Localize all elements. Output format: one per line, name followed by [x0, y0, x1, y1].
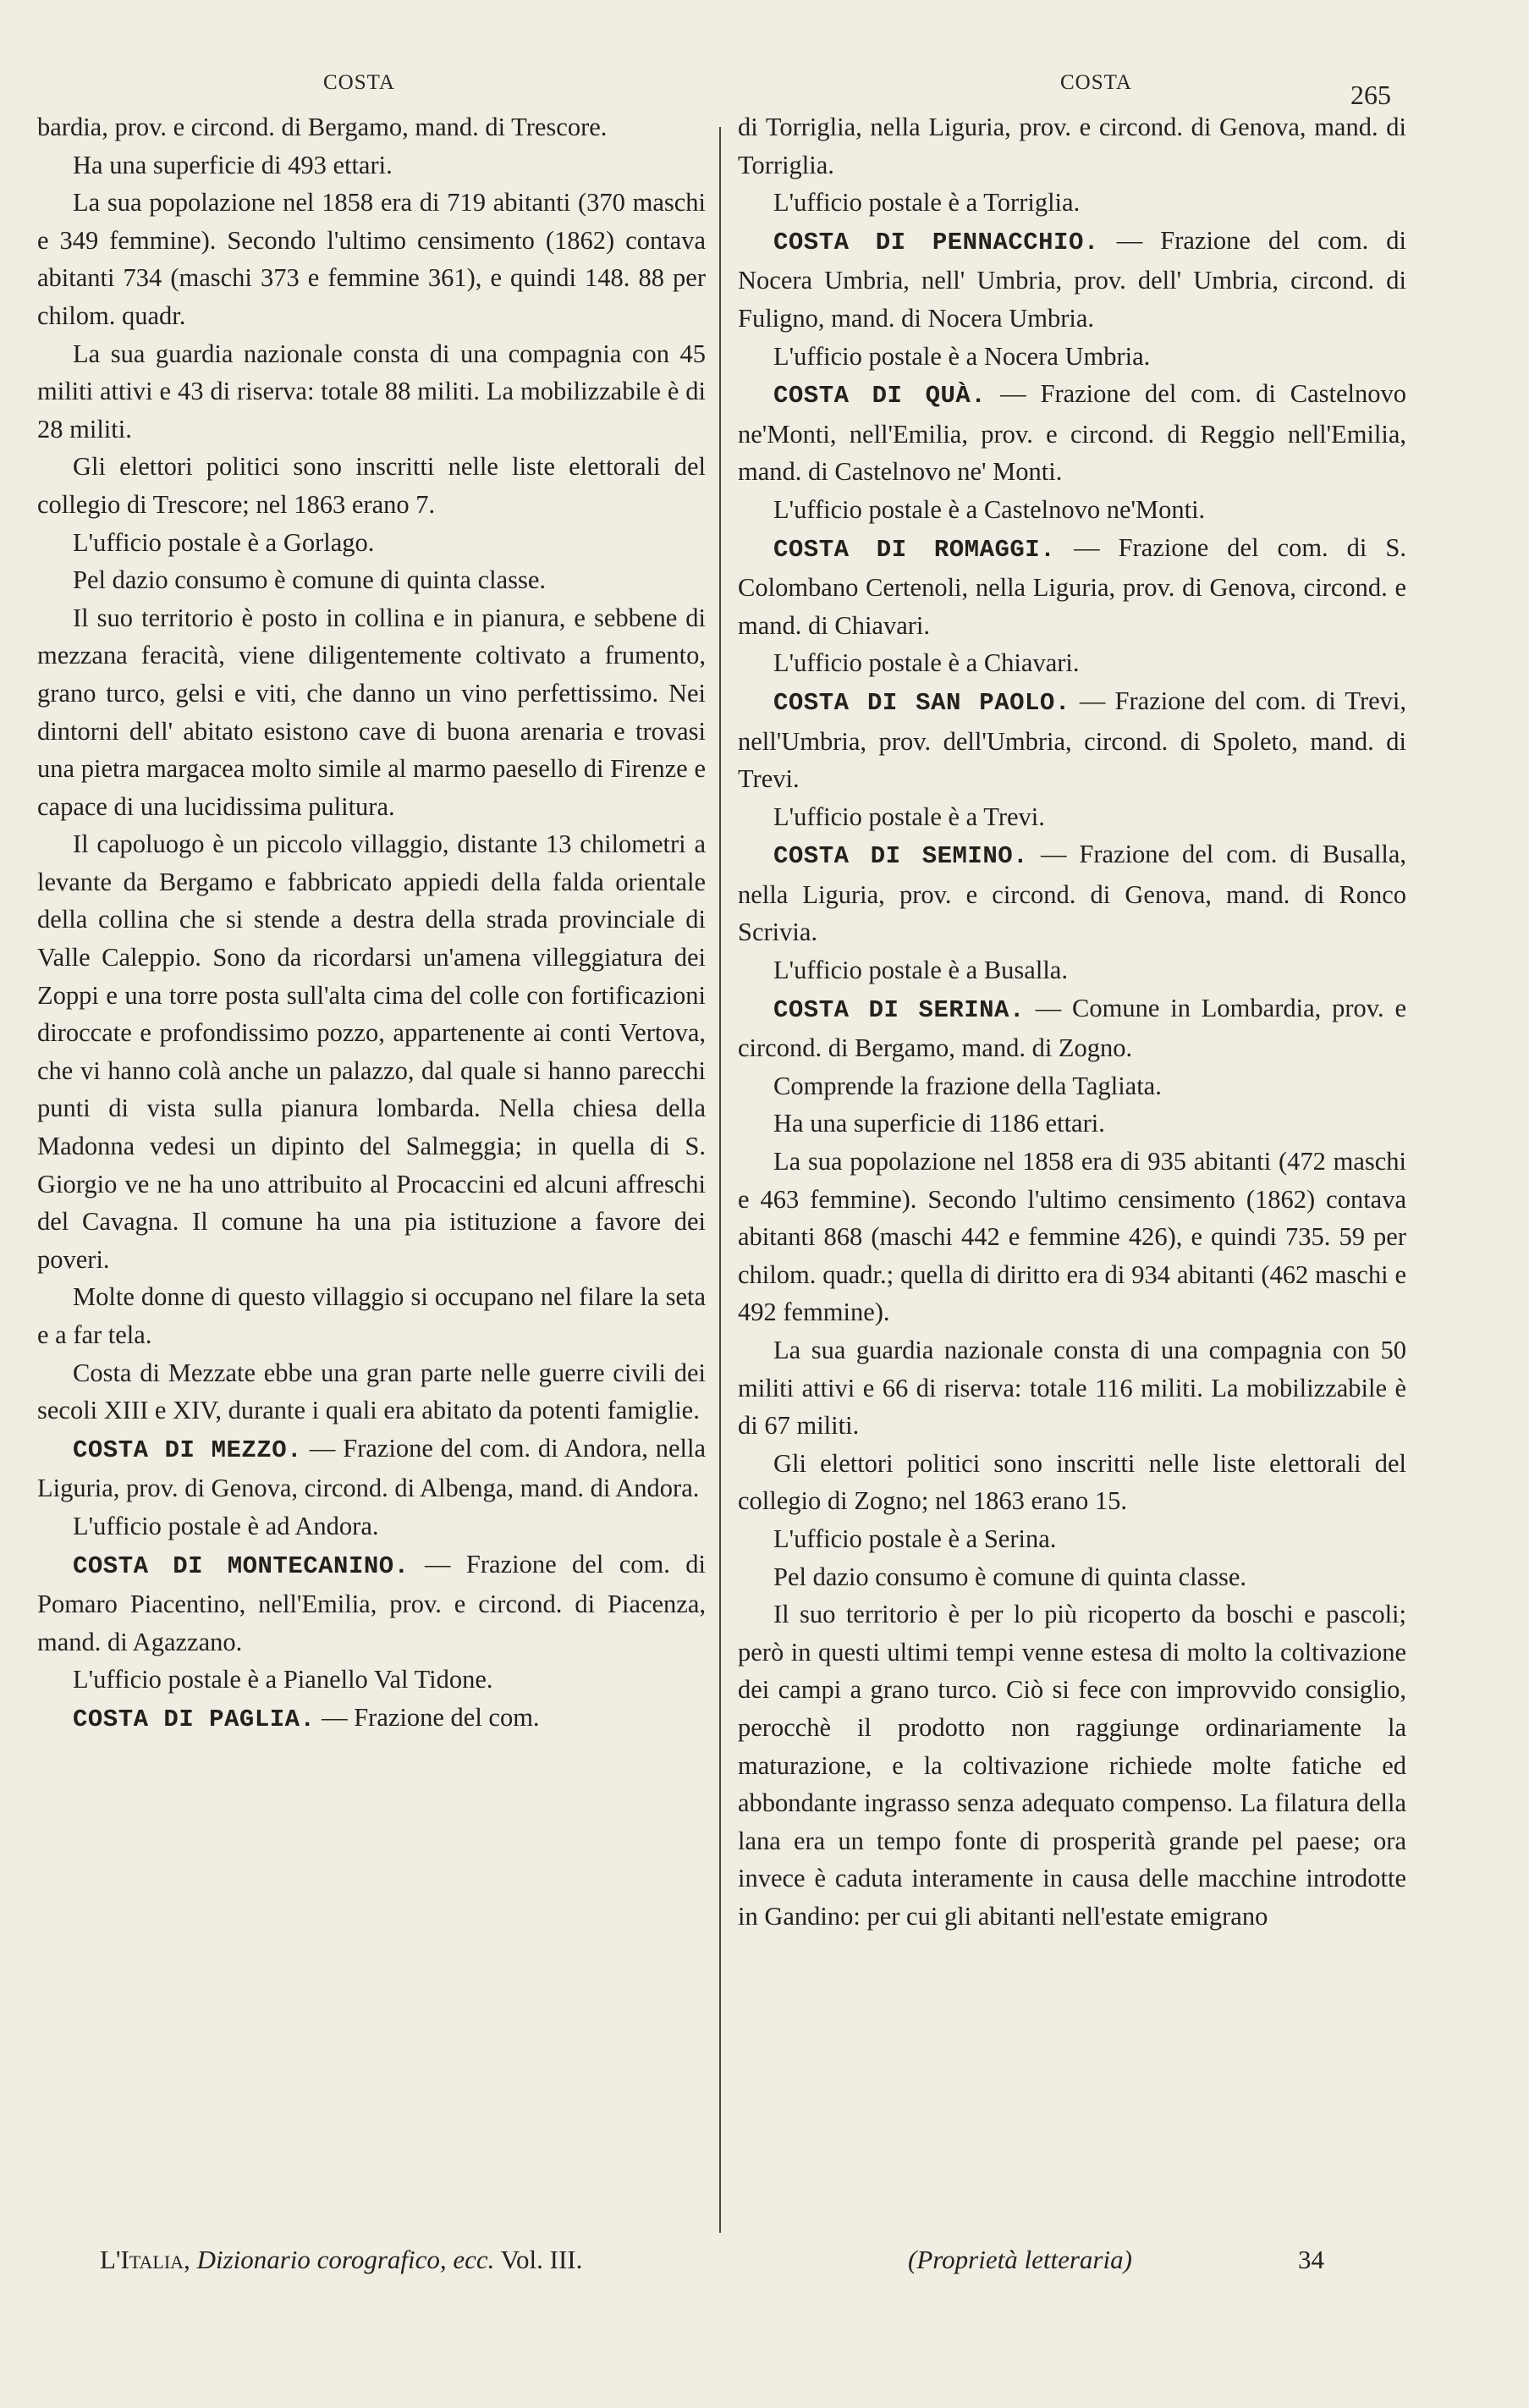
- paragraph-text: L'ufficio postale è a Busalla.: [773, 956, 1068, 985]
- right-text-column: [738, 108, 1406, 1936]
- paragraph-text: Gli elettori politici sono inscritti nelle liste elettorali del collegio di Zogno; nel 1863 erano 15.: [738, 1448, 1406, 1516]
- paragraph: [738, 1520, 1406, 1558]
- entry-headword: COSTA DI PAGLIA.: [73, 1705, 316, 1733]
- paragraph: [738, 1143, 1406, 1331]
- paragraph: [738, 798, 1406, 836]
- paragraph-text: L'ufficio postale è a Serina.: [773, 1524, 1057, 1553]
- entry-headword: COSTA DI SERINA.: [773, 995, 1025, 1024]
- paragraph-text: Costa di Mezzate ebbe una gran parte nelle guerre civili dei secoli XIII e XIV, durante i quali era abitato da potenti famiglie.: [37, 1358, 706, 1425]
- dictionary-entry: [37, 1430, 706, 1507]
- dictionary-entry: [738, 682, 1406, 798]
- paragraph-text: Il suo territorio è per lo più ricoperto da boschi e pascoli; però in questi ultimi tempi venne estesa di molto la coltivazione dei campi a grano turco. Ciò si fece con improvvido consiglio, perocchè il prodotto non raggiunge ordinariamente la maturazione, e la coltivazione richiede molte fatiche ed abbondante ingrasso senza adequato compenso. La filatura della lana era un tempo fonte di prosperità grande pel paese; ora invece è caduta interamente in causa delle macchine introdotte in Gandino: per cui gli abitanti nell'estate emigrano: [738, 1600, 1406, 1931]
- paragraph-text: Comprende la frazione della Tagliata.: [773, 1071, 1162, 1100]
- paragraph-text: — Frazione del com.: [322, 1702, 540, 1732]
- dictionary-entry: [738, 222, 1406, 338]
- paragraph-text: L'ufficio postale è a Nocera Umbria.: [773, 341, 1151, 371]
- paragraph-text: — Frazione del com. di Andora, nella Liguria, prov. di Genova, circond. di Albenga, mand. di Andora.: [37, 1433, 707, 1503]
- paragraph: [738, 644, 1406, 682]
- paragraph: [738, 1445, 1406, 1520]
- running-title-left: COSTA: [323, 71, 395, 94]
- paragraph-text: L'ufficio postale è ad Andora.: [73, 1511, 379, 1540]
- page-footer: [100, 2245, 1324, 2275]
- paragraph: [738, 1067, 1406, 1105]
- paragraph-text: La sua guardia nazionale consta di una compagnia con 50 militi attivi e 66 di riserva: totale 116 militi. La mobilizzabile è di 67 militi.: [738, 1336, 1406, 1441]
- paragraph: [738, 1331, 1406, 1445]
- running-title-right: COSTA: [1060, 71, 1132, 94]
- paragraph: [37, 1278, 706, 1353]
- paragraph: [37, 825, 706, 1278]
- footer-work-title: Dizionario corografico, ecc.: [196, 2245, 495, 2274]
- page-number: 265: [1350, 80, 1391, 110]
- paragraph-text: — Frazione del com. di Pomaro Piacentino, nell'Emilia, prov. e circond. di Piacenza, mand. di Agazzano.: [37, 1549, 706, 1656]
- dictionary-entry: [37, 1546, 706, 1661]
- dictionary-entry: [738, 989, 1406, 1067]
- paragraph: [37, 448, 706, 523]
- paragraph: [37, 146, 706, 185]
- entry-headword: COSTA DI MEZZO.: [73, 1435, 303, 1464]
- paragraph-text: La sua popolazione nel 1858 era di 719 abitanti (370 maschi e 349 femmine). Secondo l'ultimo censimento (1862) contava abitanti 734 (maschi 373 e femmine 361), e quindi 148. 88 per chilom. quadr.: [37, 188, 706, 330]
- footer-rights-note: (Proprietà letteraria): [908, 2245, 1132, 2274]
- paragraph-text: Molte donne di questo villaggio si occupano nel filare la seta e a far tela.: [37, 1282, 706, 1349]
- footer-work-prefix: L'Italia,: [100, 2245, 190, 2274]
- paragraph-text: — Frazione del com. di Busalla, nella Liguria, prov. e circond. di Genova, mand. di Ronco Scrivia.: [738, 840, 1407, 947]
- paragraph-text: Pel dazio consumo è comune di quinta classe.: [73, 565, 547, 595]
- dictionary-entry: [738, 835, 1406, 951]
- dictionary-entry: [738, 529, 1406, 645]
- paragraph-text: L'ufficio postale è a Trevi.: [773, 802, 1045, 831]
- paragraph: [738, 184, 1406, 222]
- paragraph-text: bardia, prov. e circond. di Bergamo, mand. di Trescore.: [37, 113, 608, 141]
- paragraph-text: L'ufficio postale è a Pianello Val Tidone.: [73, 1665, 493, 1694]
- paragraph-text: Il capoluogo è un piccolo villaggio, distante 13 chilometri a levante da Bergamo e fabbricato appiedi della falda orientale della collina che si stende a destra della strada provinciale di Valle Caleppio. Sono da ricordarsi un'amena villeggiatura dei Zoppi e una torre posta sull'alta cima del colle con fortificazioni diroccate e profondissimo pozzo, appartenente ai conti Vertova, che vi hanno colà anche un palazzo, dal quale si hanno parecchi punti di vista sulla pianura lombarda. Nella chiesa della Madonna vedesi un dipinto del Salmeggia; in quella di S. Giorgio ve ne ha uno attribuito al Procaccini ed alcuni affreschi del Cavagna. Il comune ha una pia istituzione a favore dei poveri.: [37, 829, 706, 1274]
- paragraph: [738, 338, 1406, 376]
- paragraph: [738, 491, 1406, 529]
- paragraph-text: L'ufficio postale è a Chiavari.: [773, 648, 1080, 678]
- paragraph-text: La sua popolazione nel 1858 era di 935 abitanti (472 maschi e 463 femmine). Secondo l'ultimo censimento (1862) contava abitanti 868 (maschi 442 e femmine 426), e quindi 735. 59 per chilom. quadr.; quella di diritto era di 934 abitanti (462 maschi e 492 femmine).: [738, 1147, 1406, 1327]
- paragraph: [738, 1595, 1406, 1935]
- paragraph: [37, 1661, 706, 1699]
- column-divider: [719, 127, 721, 2233]
- paragraph: [37, 184, 706, 334]
- paragraph-text: Ha una superficie di 1186 ettari.: [773, 1109, 1105, 1138]
- paragraph-text: Gli elettori politici sono inscritti nelle liste elettorali del collegio di Trescore; nel 1863 erano 7.: [37, 452, 706, 519]
- paragraph-text: Ha una superficie di 493 ettari.: [73, 150, 393, 179]
- paragraph: [37, 1354, 706, 1430]
- entry-headword: COSTA DI MONTECANINO.: [73, 1551, 410, 1580]
- paragraph: [37, 524, 706, 562]
- paragraph: [37, 1507, 706, 1546]
- paragraph-text: L'ufficio postale è a Castelnovo ne'Monti.: [773, 494, 1206, 524]
- footer-volume: Vol. III.: [500, 2245, 583, 2274]
- paragraph: [37, 599, 706, 826]
- entry-headword: COSTA DI QUÀ.: [773, 382, 987, 411]
- paragraph: [738, 951, 1406, 989]
- paragraph: [738, 108, 1406, 184]
- paragraph: [37, 561, 706, 599]
- paragraph: [738, 1105, 1406, 1143]
- paragraph-text: — Comune in Lombardia, prov. e circond. di Bergamo, mand. di Zogno.: [738, 993, 1406, 1063]
- entry-headword: COSTA DI SEMINO.: [773, 842, 1029, 871]
- paragraph-text: — Frazione del com. di Nocera Umbria, nell' Umbria, prov. dell' Umbria, circond. di Fuligno, mand. di Nocera Umbria.: [738, 225, 1407, 333]
- entry-headword: COSTA DI ROMAGGI.: [773, 535, 1056, 564]
- dictionary-entry: [37, 1699, 706, 1739]
- dictionary-entry: [738, 375, 1406, 491]
- paragraph-text: — Frazione del com. di Castelnovo ne'Monti, nell'Emilia, prov. e circond. di Reggio nell'Emilia, mand. di Castelnovo ne' Monti.: [738, 379, 1407, 487]
- paragraph-text: — Frazione del com. di Trevi, nell'Umbria, prov. dell'Umbria, circond. di Spoleto, mand. di Trevi.: [738, 686, 1407, 794]
- left-text-column: [37, 108, 706, 1739]
- entry-headword: COSTA DI SAN PAOLO.: [773, 688, 1070, 717]
- paragraph-text: Il suo territorio è posto in collina e in pianura, e sebbene di mezzana feracità, viene diligentemente coltivato a frumento, grano turco, gelsi e viti, che danno un vino perfettissimo. Nei dintorni dell' abitato esistono cave di buona arenaria e trovasi una pietra margacea molto simile al marmo paesello di Firenze e capace di una lucidissima pulitura.: [37, 603, 706, 821]
- entry-headword: COSTA DI PENNACCHIO.: [773, 228, 1099, 256]
- paragraph: [37, 108, 706, 146]
- footer-sheet-number: 34: [1298, 2245, 1324, 2274]
- paragraph-text: — Frazione del com. di S. Colombano Certenoli, nella Liguria, prov. di Genova, circond. e mand. di Chiavari.: [738, 532, 1406, 640]
- paragraph: [738, 1558, 1406, 1596]
- paragraph-text: Pel dazio consumo è comune di quinta classe.: [773, 1562, 1247, 1591]
- paragraph-text: L'ufficio postale è a Gorlago.: [73, 527, 375, 557]
- paragraph-text: di Torriglia, nella Liguria, prov. e circond. di Genova, mand. di Torriglia.: [738, 113, 1406, 179]
- paragraph-text: La sua guardia nazionale consta di una compagnia con 45 militi attivi e 43 di riserva: totale 88 militi. La mobilizzabile è di 28 militi.: [37, 339, 706, 444]
- paragraph-text: L'ufficio postale è a Torriglia.: [773, 188, 1081, 218]
- paragraph: [37, 335, 706, 449]
